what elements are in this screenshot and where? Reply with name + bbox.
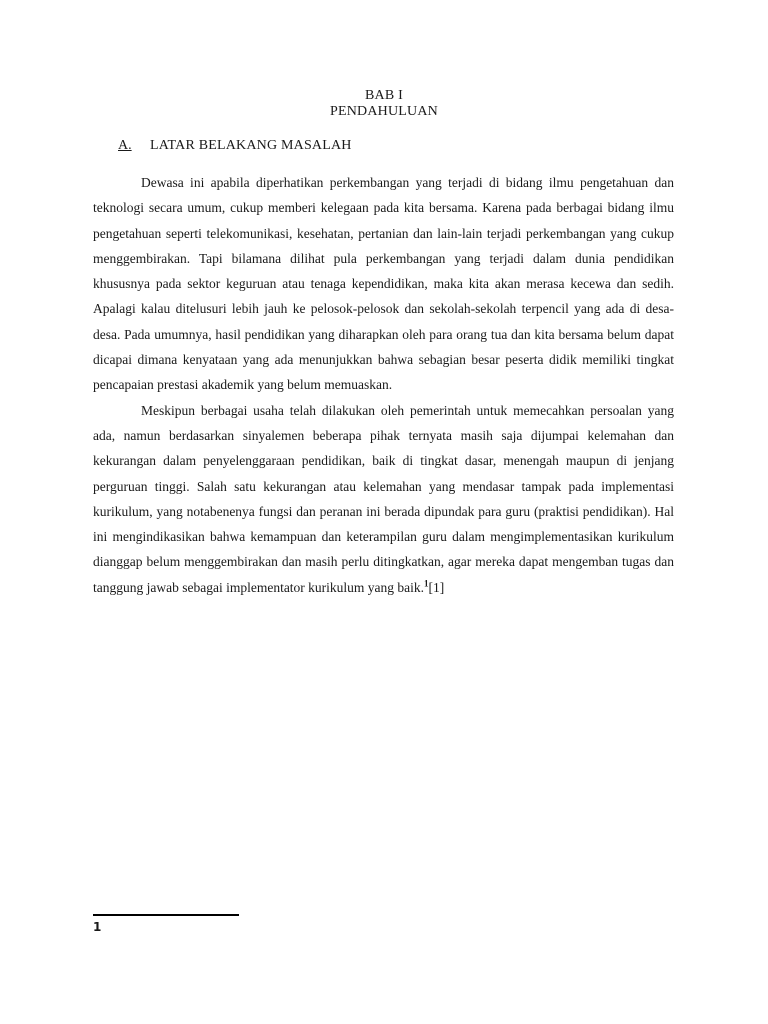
footnote-reference[interactable]: 1 <box>424 578 429 589</box>
paragraph-2-text: Meskipun berbagai usaha telah dilakukan oleh pemerintah untuk memecahkan persoalan yang ada, namun berdasarkan sinyalemen beberapa pihak ternyata masih saja dijumpai kelemahan dan kekurangan dalam penyelenggaraan pendidikan, baik di tingkat dasar, menengah maupun di jenjang perguruan tinggi. Salah satu kekurangan atau kelemahan yang mendasar tampak pada implementasi kurikulum, yang notabenenya fungsi dan peranan ini berada dipundak para guru (praktisi pendidikan). Hal ini mengindikasikan bahwa kemampuan dan keterampilan guru dalam mengimplementasikan kurikulum dianggap belum menggembirakan dan masih perlu ditingkatkan, agar mereka dapat mengemban tugas dan tanggung jawab sebagai implementator kurikulum yang baik. <box>93 402 674 595</box>
chapter-label: BAB I <box>365 88 403 103</box>
section-heading <box>118 138 352 154</box>
paragraph-1-text: Dewasa ini apabila diperhatikan perkembangan yang terjadi di bidang ilmu pengetahuan dan teknologi secara umum, cukup memberi kelegaan pada kita bersama. Karena pada berbagai bidang ilmu pengetahuan seperti telekomunikasi, kesehatan, pertanian dan lain-lain terjadi perkembangan yang cukup menggembirakan. Tapi bilamana dilihat pula perkembangan yang terjadi dalam dunia pendidikan khususnya pada sektor keguruan atau tenaga kependidikan, maka kita akan merasa kecewa dan sedih. Apalagi kalau ditelusuri lebih jauh ke pelosok-pelosok dan sekolah-sekolah terpencil yang ada di desa-desa. Pada umumnya, hasil pendidikan yang diharapkan oleh para orang tua dan kita bersama belum dapat dicapai dimana kenyataan yang ada menunjukkan bahwa sebagian besar peserta didik memiliki tingkat pencapaian prestasi akademik yang belum memuaskan. <box>93 175 674 393</box>
paragraph-1 <box>93 170 674 398</box>
paragraph-2 <box>93 398 674 600</box>
footnote-number: 1 <box>93 920 102 934</box>
chapter-title: PENDAHULUAN <box>330 104 438 119</box>
section-number: A. <box>118 138 132 153</box>
citation-marker: [1] <box>428 579 445 595</box>
section-title: LATAR BELAKANG MASALAH <box>150 138 352 153</box>
footnote-separator <box>93 914 239 916</box>
body-text <box>93 170 674 600</box>
